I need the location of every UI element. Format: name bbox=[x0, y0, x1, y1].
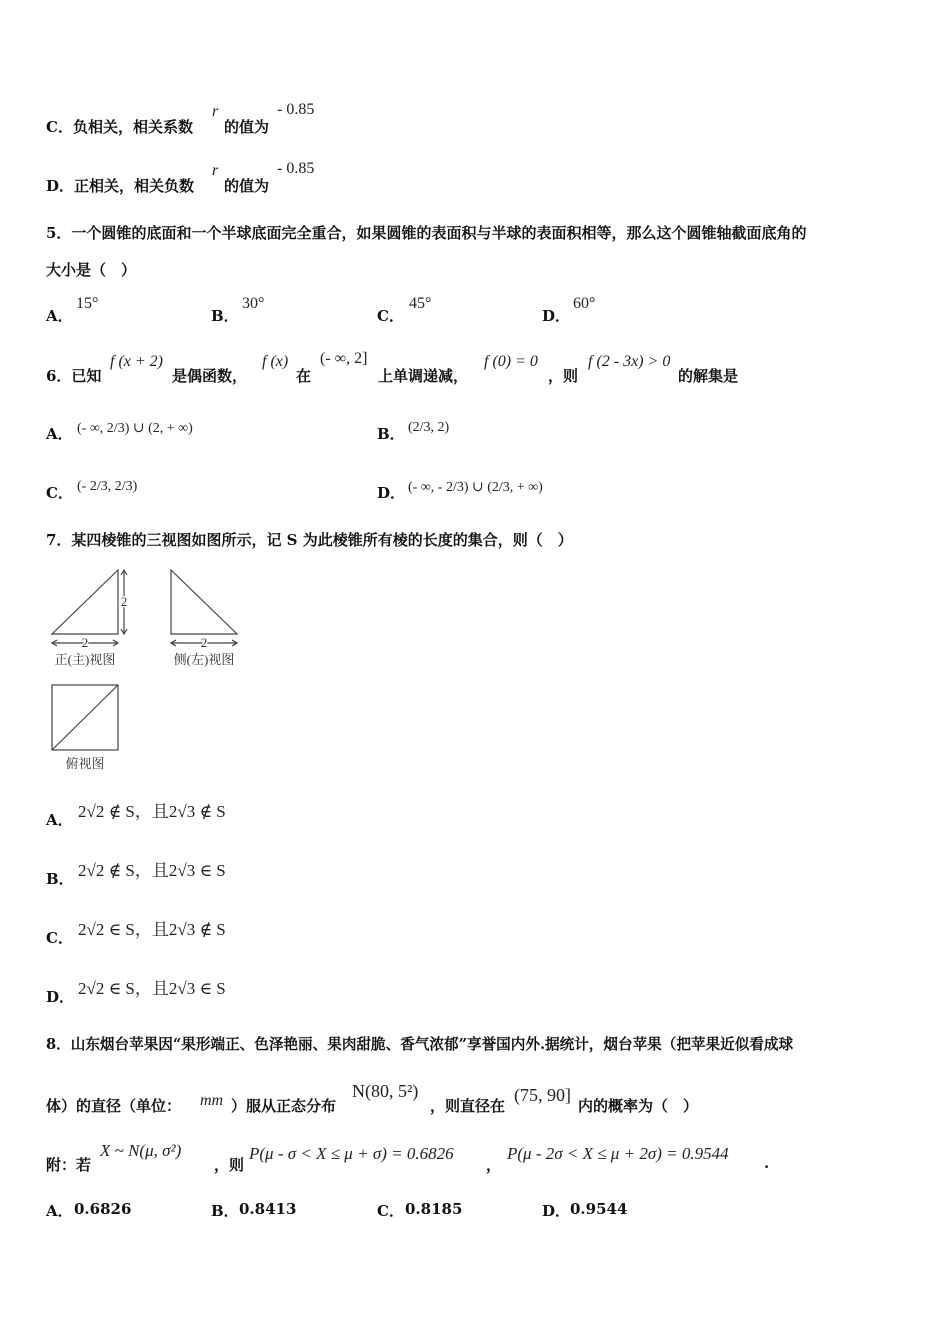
option-text: 负相关，相关系数 bbox=[72, 118, 193, 136]
option-value: (2/3, 2) bbox=[408, 420, 450, 435]
option-label: D． bbox=[542, 1202, 571, 1220]
q4-option-c bbox=[46, 116, 193, 137]
q6-text: 上单调递减， bbox=[378, 367, 469, 385]
q6-fx: f (x) bbox=[262, 353, 289, 370]
option-value: 60° bbox=[573, 295, 596, 312]
q6-interval: (- ∞, 2] bbox=[320, 350, 368, 367]
q8-text: 体）的直径（单位： bbox=[46, 1097, 182, 1115]
option-value: 0.8413 bbox=[239, 1200, 297, 1218]
option-text: 的值为 bbox=[224, 118, 270, 136]
front-view-caption: 正(主)视图 bbox=[54, 652, 116, 667]
option-value: - 0.85 bbox=[277, 160, 315, 177]
option-value: 2√2 ∉ S，且2√3 ∉ S bbox=[78, 802, 226, 821]
q8-distribution: N(80, 5²) bbox=[352, 1081, 419, 1101]
option-label: A． bbox=[46, 811, 73, 829]
option-value: (- ∞, - 2/3) ∪ (2/3, + ∞) bbox=[408, 480, 543, 495]
option-value: - 0.85 bbox=[277, 101, 315, 118]
option-label: C． bbox=[46, 118, 73, 136]
option-value: (- 2/3, 2/3) bbox=[77, 479, 138, 494]
option-label: C． bbox=[46, 929, 73, 947]
option-label: D． bbox=[542, 307, 571, 325]
q8-text: ）服从正态分布 bbox=[231, 1097, 337, 1115]
q5-stem-line2: 大小是（ ） bbox=[46, 261, 137, 279]
option-label: D． bbox=[46, 988, 75, 1006]
option-value: 30° bbox=[242, 295, 265, 312]
q7-stem: 7．某四棱锥的三视图如图所示，记 S 为此棱锥所有棱的长度的集合，则（ ） bbox=[46, 531, 573, 549]
option-value: (- ∞, 2/3) ∪ (2, + ∞) bbox=[77, 421, 193, 436]
option-value: 0.6826 bbox=[74, 1200, 132, 1218]
option-text: 正相关，相关负数 bbox=[74, 177, 195, 195]
q6-fx2: f (x + 2) bbox=[110, 353, 163, 370]
option-label: D． bbox=[377, 484, 406, 502]
q8-range: (75, 90] bbox=[514, 1085, 571, 1105]
q8-note-distribution: X ~ N(μ, σ²) bbox=[100, 1141, 182, 1160]
option-label: A． bbox=[46, 425, 73, 443]
option-text: 的值为 bbox=[224, 177, 270, 195]
q8-unit: mm bbox=[200, 1092, 224, 1109]
option-value: 0.8185 bbox=[405, 1200, 463, 1218]
q4-option-d bbox=[46, 175, 194, 196]
var-r: r bbox=[212, 103, 219, 120]
option-value: 0.9544 bbox=[570, 1200, 628, 1218]
q6-text: ，则 bbox=[548, 367, 579, 385]
front-width-label: 2 bbox=[81, 635, 89, 650]
q8-note: ，则 bbox=[214, 1156, 245, 1174]
option-value: 15° bbox=[76, 295, 99, 312]
option-value: 45° bbox=[409, 295, 432, 312]
q6-text: 的解集是 bbox=[678, 367, 739, 385]
q6-text: 在 bbox=[296, 367, 312, 385]
option-label: C． bbox=[377, 307, 404, 325]
front-height-label: 2 bbox=[120, 594, 128, 609]
option-value: 2√2 ∈ S，且2√3 ∈ S bbox=[78, 979, 226, 998]
top-view-caption: 俯视图 bbox=[65, 756, 105, 771]
option-label: C． bbox=[46, 484, 73, 502]
q6-prefix: 6．已知 bbox=[46, 367, 102, 385]
top-view bbox=[52, 685, 118, 750]
option-label: A． bbox=[46, 307, 73, 325]
option-label: A． bbox=[46, 1202, 73, 1220]
option-label: C． bbox=[377, 1202, 404, 1220]
front-view bbox=[52, 570, 127, 646]
q6-text: 是偶函数， bbox=[172, 367, 248, 385]
option-label: B． bbox=[211, 1202, 239, 1220]
q8-text: ，则直径在 bbox=[430, 1097, 506, 1115]
three-view-diagram bbox=[40, 564, 260, 774]
option-value: 2√2 ∉ S，且2√3 ∈ S bbox=[78, 861, 226, 880]
q8-note: ， bbox=[486, 1156, 502, 1174]
q6-ineq: f (2 - 3x) > 0 bbox=[588, 353, 671, 370]
option-label: B． bbox=[46, 870, 74, 888]
side-view-caption: 侧(左)视图 bbox=[173, 652, 235, 667]
q8-note: 附：若 bbox=[46, 1156, 92, 1174]
option-label: D． bbox=[46, 177, 75, 195]
option-value: 2√2 ∈ S，且2√3 ∉ S bbox=[78, 920, 226, 939]
var-r: r bbox=[212, 162, 219, 179]
q5-stem-line1: 5．一个圆锥的底面和一个半球底面完全重合，如果圆锥的表面积与半球的表面积相等，那么这个圆锥轴截面底角的 bbox=[46, 224, 807, 242]
q8-note: . bbox=[764, 1154, 770, 1172]
option-label: B． bbox=[377, 425, 405, 443]
q8-p2: P(μ - 2σ < X ≤ μ + 2σ) = 0.9544 bbox=[507, 1144, 729, 1163]
q8-stem-line1: 8．山东烟台苹果因“果形端正、色泽艳丽、果肉甜脆、香气浓郁”享誉国内外.据统计，烟台苹果（把苹果近似看成球 bbox=[46, 1036, 794, 1053]
q6-f0: f (0) = 0 bbox=[484, 353, 538, 370]
option-label: B． bbox=[211, 307, 239, 325]
q8-p1: P(μ - σ < X ≤ μ + σ) = 0.6826 bbox=[249, 1144, 454, 1163]
side-width-label: 2 bbox=[200, 635, 208, 650]
q8-text: 内的概率为（ ） bbox=[578, 1097, 699, 1115]
